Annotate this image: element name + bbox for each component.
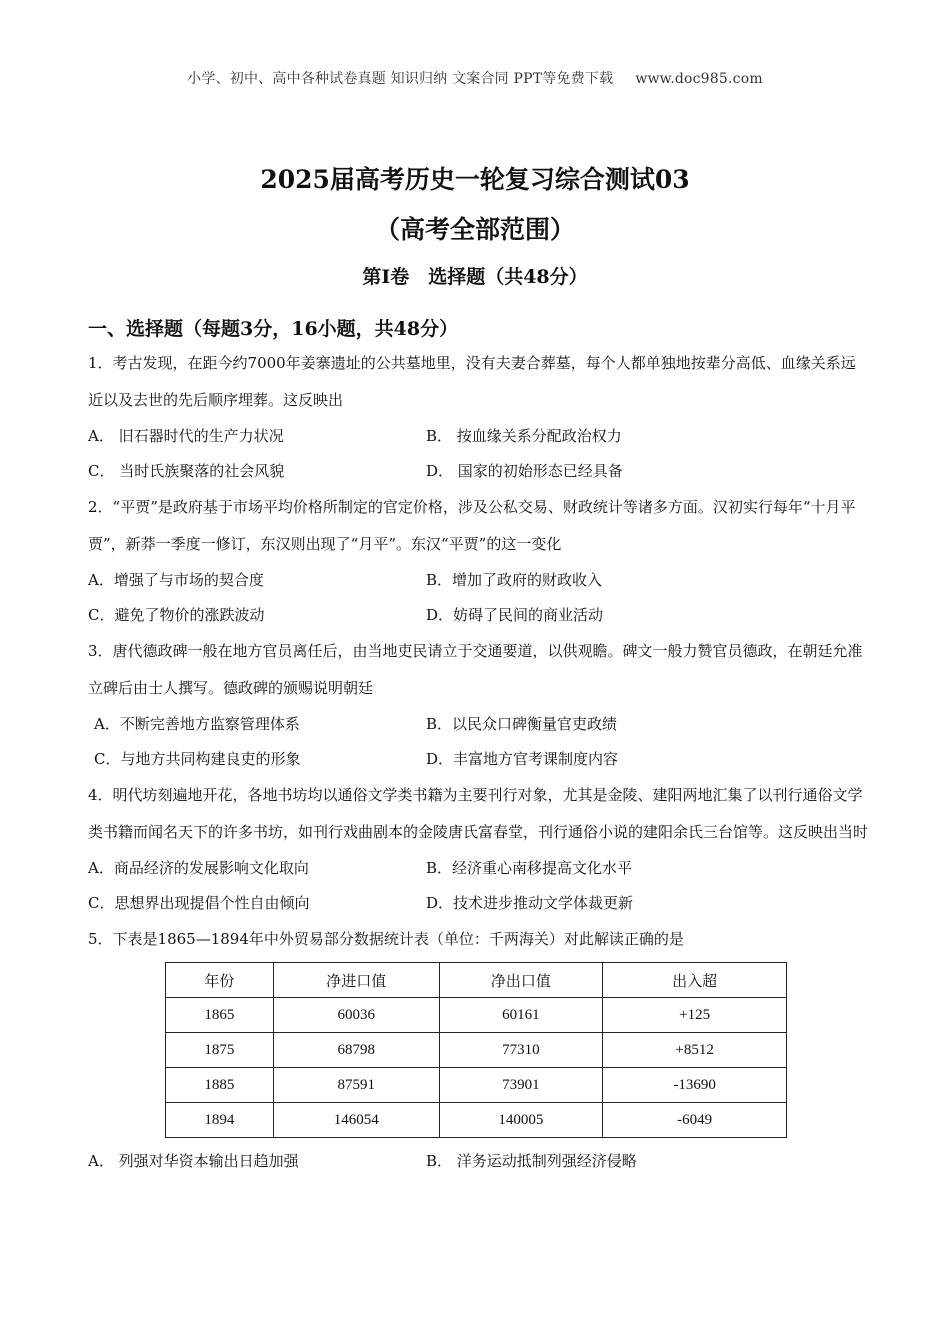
part-title: 第Ⅰ卷 选择题（共48分）	[362, 266, 588, 288]
option-b: B． 洋务运动抵制列强经济侵略	[426, 1152, 637, 1170]
option-a: A． 旧石器时代的生产力状况	[88, 427, 284, 445]
page-header	[0, 68, 950, 88]
table-cell: 87591	[273, 1068, 439, 1103]
table-cell: 1875	[166, 1033, 274, 1068]
question-2-options	[88, 563, 868, 633]
column-header-balance: 出入超	[603, 963, 787, 998]
question-3-options	[88, 707, 868, 777]
option-a: A．商品经济的发展影响文化取向	[88, 859, 309, 877]
table-cell: +125	[603, 998, 787, 1033]
exam-subtitle: （高考全部范围）	[374, 215, 575, 244]
table-row	[166, 998, 787, 1033]
option-b: B．增加了政府的财政收入	[426, 571, 603, 589]
option-b: B． 按血缘关系分配政治权力	[426, 427, 622, 445]
table-cell: 73901	[439, 1068, 603, 1103]
table-row	[166, 1068, 787, 1103]
option-a: A．增强了与市场的契合度	[88, 571, 264, 589]
table-cell: 60036	[273, 998, 439, 1033]
table-cell: -6049	[603, 1103, 787, 1138]
table-cell: 1865	[166, 998, 274, 1033]
table-cell: 140005	[439, 1103, 603, 1138]
exam-title: 2025届高考历史一轮复习综合测试03	[260, 165, 690, 194]
question-list	[88, 345, 868, 1179]
question-3-stem: 3．唐代德政碑一般在地方官员离任后，由当地吏民请立于交通要道，以供观瞻。碑文一般力赞官员德政，在朝廷允准立碑后由士人撰写。德政碑的颁赐说明朝廷	[88, 642, 863, 697]
table-cell: 77310	[439, 1033, 603, 1068]
option-d: D．妨碍了民间的商业活动	[426, 606, 604, 624]
question-5-options	[88, 1144, 868, 1179]
table-cell: 1894	[166, 1103, 274, 1138]
option-d: D．丰富地方官考课制度内容	[426, 750, 619, 768]
table-row	[166, 1033, 787, 1068]
table-cell: 60161	[439, 998, 603, 1033]
header-text: 小学、初中、高中各种试卷真题 知识归纳 文案合同 PPT等免费下载	[187, 71, 614, 87]
question-4-stem: 4．明代坊刻遍地开花，各地书坊均以通俗文学类书籍为主要刊行对象，尤其是金陵、建阳两地汇集了以刊行通俗文学类书籍而闻名天下的许多书坊，如刊行戏曲剧本的金陵唐氏富春堂，刊行通俗小说的建阳余氏三台馆等。这反映出当时	[88, 786, 869, 841]
option-a: A．不断完善地方监察管理体系	[94, 715, 300, 733]
option-a: A． 列强对华资本输出日趋加强	[88, 1152, 299, 1170]
table-cell: -13690	[603, 1068, 787, 1103]
table-header-row	[166, 963, 787, 998]
column-header-imports: 净进口值	[273, 963, 439, 998]
question-1-options	[88, 419, 868, 489]
section-heading: 一、选择题（每题3分，16小题，共48分）	[88, 318, 459, 340]
option-c: C．与地方共同构建良吏的形象	[94, 750, 301, 768]
question-1-stem: 1．考古发现，在距今约7000年姜寨遗址的公共墓地里，没有夫妻合葬墓，每个人都单独地按辈分高低、血缘关系远近以及去世的先后顺序埋葬。这反映出	[88, 354, 856, 409]
option-d: D．技术进步推动文学体裁更新	[426, 894, 634, 912]
option-b: B．以民众口碑衡量官吏政绩	[426, 715, 618, 733]
table-cell: 68798	[273, 1033, 439, 1068]
option-c: C．思想界出现提倡个性自由倾向	[88, 894, 310, 912]
question-2-stem: 2．“平贾”是政府基于市场平均价格所制定的官定价格，涉及公私交易、财政统计等诸多方面。汉初实行每年“十月平贾”，新莽一季度一修订，东汉则出现了“月平”。东汉“平贾”的这一变化	[88, 498, 856, 553]
table-cell: 1885	[166, 1068, 274, 1103]
column-header-year: 年份	[166, 963, 274, 998]
option-c: C． 当时氏族聚落的社会风貌	[88, 462, 285, 480]
table-row	[166, 1103, 787, 1138]
column-header-exports: 净出口值	[439, 963, 603, 998]
table-cell: +8512	[603, 1033, 787, 1068]
option-d: D． 国家的初始形态已经具备	[426, 462, 623, 480]
header-site: www.doc985.com	[635, 71, 763, 87]
question-5-stem: 5．下表是1865—1894年中外贸易部分数据统计表（单位：千两海关）对此解读正确的是	[88, 930, 684, 948]
trade-data-table	[165, 962, 787, 1138]
option-c: C．避免了物价的涨跌波动	[88, 606, 265, 624]
option-b: B．经济重心南移提高文化水平	[426, 859, 633, 877]
question-4-options	[88, 851, 868, 921]
table-cell: 146054	[273, 1103, 439, 1138]
